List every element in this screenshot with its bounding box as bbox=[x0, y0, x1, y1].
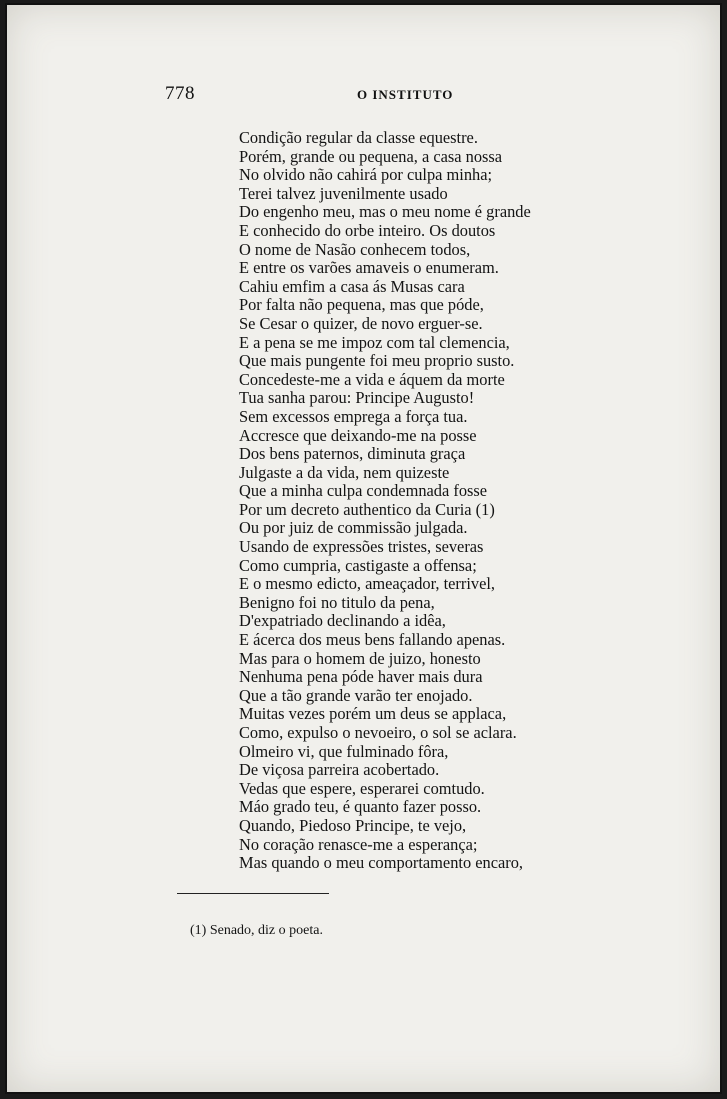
verse-line: Concedeste-me a vida e áquem da morte bbox=[239, 369, 505, 389]
book-page bbox=[5, 3, 722, 1094]
verse-line: Mas quando o meu comportamento encaro, bbox=[239, 853, 524, 873]
verse-line: Sem excessos emprega a força tua. bbox=[239, 406, 468, 426]
running-title: O INSTITUTO bbox=[357, 87, 454, 102]
verse-line: Benigno foi no titulo da pena, bbox=[239, 592, 435, 612]
footnote: (1) Senado, diz o poeta. bbox=[190, 923, 323, 938]
verse-line: Accresce que deixando-me na posse bbox=[239, 425, 477, 445]
verse-line: Julgaste a da vida, nem quizeste bbox=[239, 462, 450, 482]
verse-line: Como cumpria, castigaste a offensa; bbox=[239, 555, 477, 575]
verse-line: Por um decreto authentico da Curia (1) bbox=[239, 499, 495, 519]
verse-line: E o mesmo edicto, ameaçador, terrivel, bbox=[239, 574, 496, 594]
verse-line: Usando de expressões tristes, severas bbox=[239, 537, 484, 557]
verse-line: Mas para o homem de juizo, honesto bbox=[239, 648, 481, 668]
verse-line: Que a tão grande varão ter enojado. bbox=[239, 685, 473, 705]
verse-line: Vedas que espere, esperarei comtudo. bbox=[239, 778, 485, 798]
verse-line: Por falta não pequena, mas que póde, bbox=[239, 295, 484, 315]
verse-line: Condição regular da classe equestre. bbox=[239, 128, 478, 147]
verse-line: Olmeiro vi, que fulminado fôra, bbox=[239, 741, 449, 761]
verse-line: No olvido não cahirá por culpa minha; bbox=[239, 165, 493, 185]
verse-line: Cahiu emfim a casa ás Musas cara bbox=[239, 276, 465, 296]
verse-line: Terei talvez juvenilmente usado bbox=[239, 183, 448, 203]
verse-line: O nome de Nasão conhecem todos, bbox=[239, 239, 471, 259]
poem-body bbox=[239, 129, 531, 873]
verse-line: Ou por juiz de commissão julgada. bbox=[239, 518, 468, 538]
verse-line: Do engenho meu, mas o meu nome é grande bbox=[239, 202, 531, 222]
footnote-rule bbox=[177, 893, 329, 894]
verse-line: Nenhuma pena póde haver mais dura bbox=[239, 667, 483, 687]
verse-line: De viçosa parreira acobertado. bbox=[239, 760, 440, 780]
verse-line: Como, expulso o nevoeiro, o sol se aclara. bbox=[239, 723, 517, 742]
verse-line: E ácerca dos meus bens fallando apenas. bbox=[239, 630, 506, 650]
verse-line: Se Cesar o quizer, de novo erguer-se. bbox=[239, 313, 483, 333]
verse-line: Muitas vezes porém um deus se applaca, bbox=[239, 704, 507, 724]
verse-line: E a pena se me impoz com tal clemencia, bbox=[239, 332, 510, 352]
verse-line: E entre os varões amaveis o enumeram. bbox=[239, 258, 499, 278]
verse-line: Tua sanha parou: Principe Augusto! bbox=[239, 388, 475, 408]
verse-line: Dos bens paternos, diminuta graça bbox=[239, 444, 466, 464]
verse-line: Que a minha culpa condemnada fosse bbox=[239, 481, 488, 501]
page-header bbox=[7, 83, 720, 113]
verse-line: Que mais pungente foi meu proprio susto. bbox=[239, 351, 515, 371]
verse-line: Porém, grande ou pequena, a casa nossa bbox=[239, 146, 503, 166]
verse-line: E conhecido do orbe inteiro. Os doutos bbox=[239, 220, 496, 240]
verse-line: No coração renasce-me a esperança; bbox=[239, 834, 478, 854]
verse-line: Quando, Piedoso Principe, te vejo, bbox=[239, 815, 467, 835]
verse-line: D'expatriado declinando a idêa, bbox=[239, 611, 446, 631]
page-number: 778 bbox=[165, 83, 195, 104]
verse-line: Máo grado teu, é quanto fazer posso. bbox=[239, 797, 482, 817]
